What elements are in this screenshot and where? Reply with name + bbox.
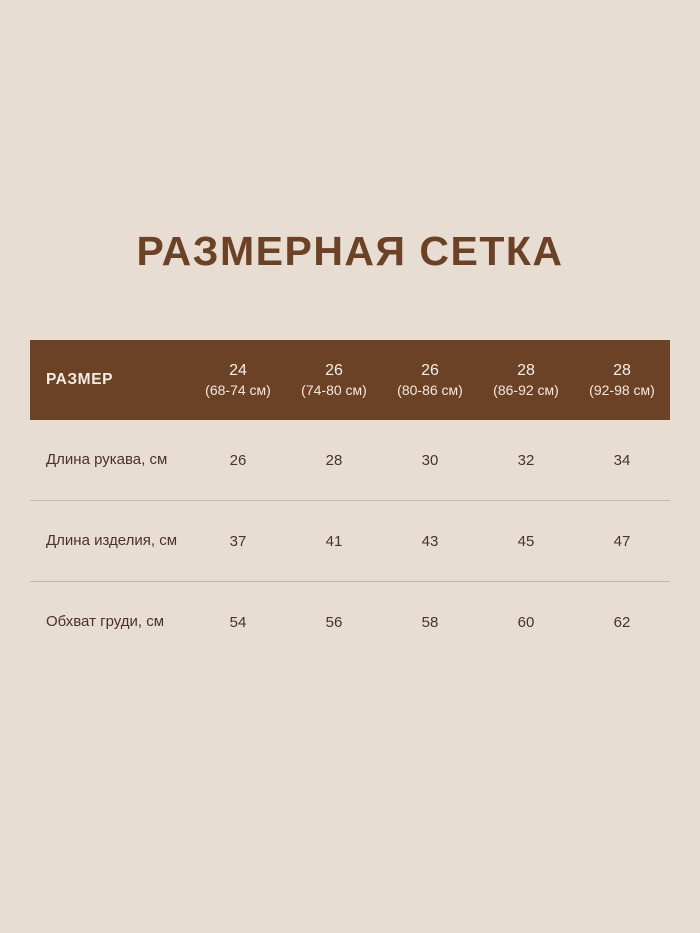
header-size-range: (74-80 см) — [301, 381, 367, 398]
cell-value: 62 — [613, 613, 631, 631]
cell-value: 58 — [421, 613, 439, 631]
header-column-2 — [286, 340, 382, 420]
header-size-range: (92-98 см) — [589, 381, 655, 398]
row-label: Длина изделия, см — [30, 501, 190, 582]
cell-value: 45 — [478, 501, 574, 582]
cell-value: 30 — [382, 420, 478, 501]
size-table — [30, 340, 670, 662]
header-column-3 — [382, 340, 478, 420]
header-size-value: 24 — [229, 361, 247, 379]
cell-value: 47 — [574, 501, 670, 582]
table-row — [30, 582, 670, 663]
header-size-range: (80-86 см) — [397, 381, 463, 398]
table-header-row — [30, 340, 670, 420]
header-size-range: (86-92 см) — [493, 381, 559, 398]
cell-value: 34 — [574, 420, 670, 501]
row-label: Длина рукава, см — [30, 420, 190, 501]
cell-value: 37 — [190, 501, 286, 582]
cell-value: 56 — [325, 613, 343, 631]
header-column-1 — [190, 340, 286, 420]
cell-value: 60 — [517, 613, 535, 631]
table-row — [30, 501, 670, 582]
header-size-value: 28 — [613, 361, 631, 379]
row-label: Обхват груди, см — [46, 612, 165, 630]
size-table-container — [30, 340, 670, 662]
header-size-range: (68-74 см) — [205, 381, 271, 398]
cell-value: 43 — [382, 501, 478, 582]
header-size-value: 26 — [421, 361, 439, 379]
header-size-value: 28 — [517, 361, 535, 379]
cell-value: 26 — [190, 420, 286, 501]
table-row — [30, 420, 670, 501]
header-column-4 — [478, 340, 574, 420]
cell-value: 28 — [286, 420, 382, 501]
size-table-body — [30, 420, 670, 662]
size-table-header — [30, 340, 670, 420]
header-column-5 — [574, 340, 670, 420]
cell-value: 32 — [478, 420, 574, 501]
cell-value: 54 — [229, 613, 247, 631]
cell-value: 41 — [286, 501, 382, 582]
header-size-value: 26 — [325, 361, 343, 379]
page-title: РАЗМЕРНАЯ СЕТКА — [136, 228, 564, 274]
header-size-label: РАЗМЕР — [30, 340, 190, 420]
